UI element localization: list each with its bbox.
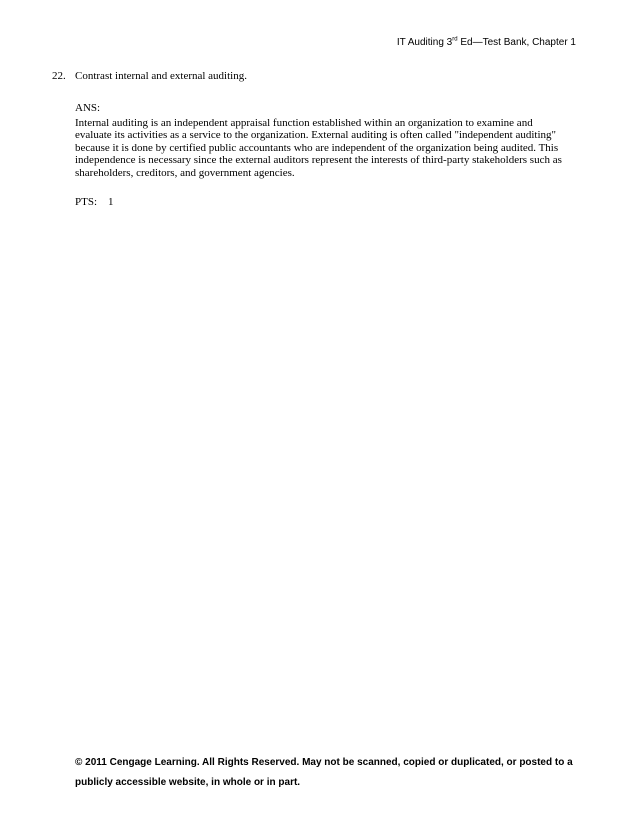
answer-text: Internal auditing is an independent appraisal function established within an organization to examine and evaluate its activities as a service to the organization. External auditing is often called "independent auditing" because it is done by certified public accountants who are independent of the organization being audited. This independence is necessary since the external auditors represent the interests of third-party stakeholders such as shareholders, creditors, and government agencies.: [75, 116, 562, 179]
question-text: Contrast internal and external auditing.: [75, 70, 247, 82]
points-line: [75, 196, 114, 209]
answer-block: [75, 102, 570, 180]
header-prefix: IT Auditing 3: [396, 37, 453, 48]
header-superscript: rd: [452, 36, 458, 43]
points-label: PTS:: [75, 196, 98, 208]
header-suffix: Ed—Test Bank, Chapter 1: [457, 37, 576, 48]
question-number: 22.: [52, 70, 66, 82]
points-value: 1: [108, 196, 114, 208]
copyright-footer: © 2011 Cengage Learning. All Rights Reserved. May not be scanned, copied or duplicated, or posted to a publicly accessible website, in whole or in part.: [75, 757, 573, 788]
question-item: [52, 70, 572, 83]
page-header: [397, 37, 576, 48]
answer-label: ANS:: [75, 102, 101, 114]
